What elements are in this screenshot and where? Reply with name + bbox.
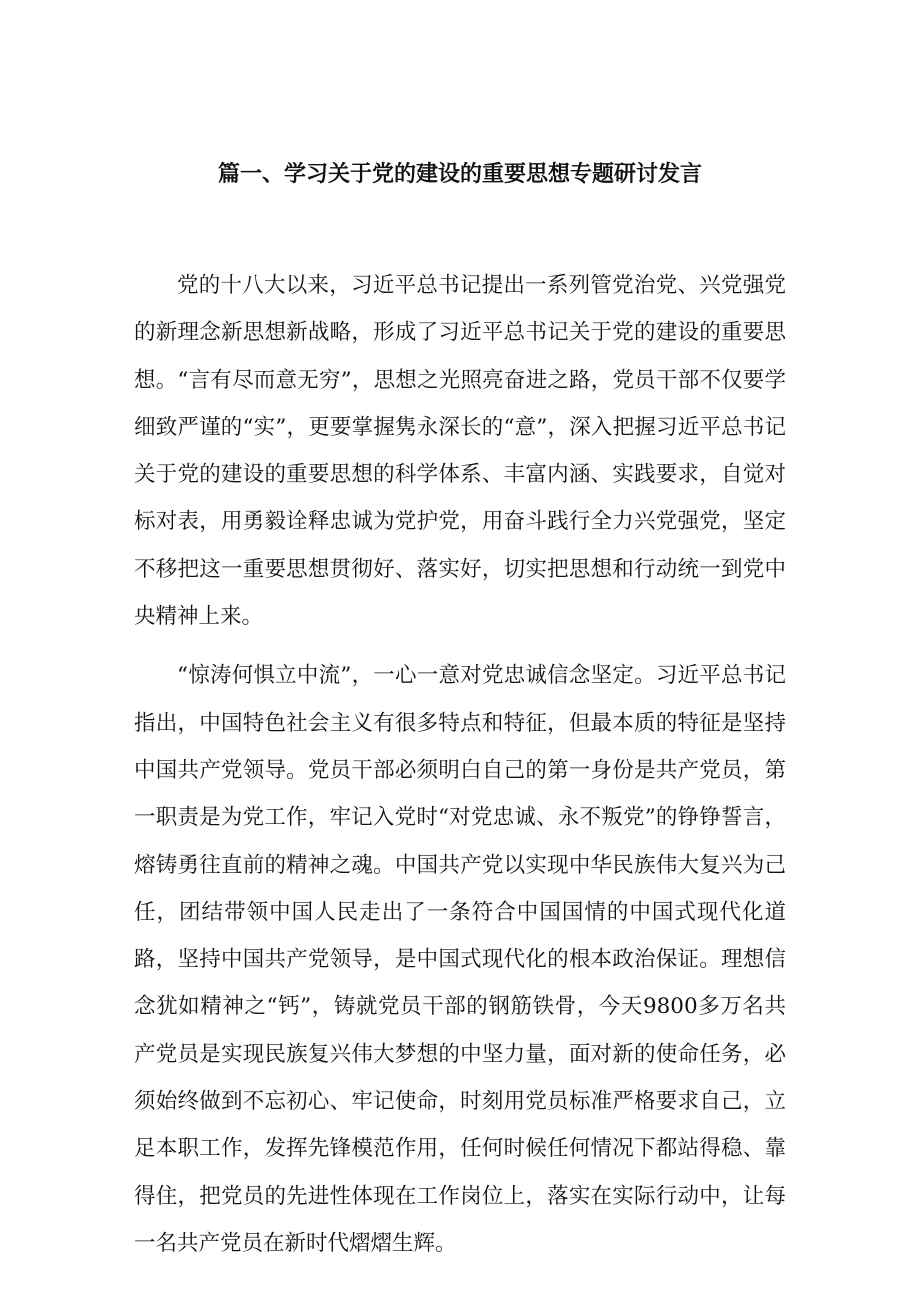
document-body bbox=[134, 262, 786, 1267]
paragraph-2: “惊涛何惧立中流”，一心一意对党忠诚信念坚定。习近平总书记指出，中国特色社会主义有很多特点和特征，但最本质的特征是坚持中国共产党领导。党员干部必须明白自己的第一身份是共产党员，第一职责是为党工作，牢记入党时“对党忠诚、永不叛党”的铮铮誓言，熔铸勇往直前的精神之魂。中国共产党以实现中华民族伟大复兴为己任，团结带领中国人民走出了一条符合中国国情的中国式现代化道路，坚持中国共产党领导，是中国式现代化的根本政治保证。理想信念犹如精神之“钙”，铸就党员干部的钢筋铁骨，今天9800多万名共产党员是实现民族复兴伟大梦想的中坚力量，面对新的使命任务，必须始终做到不忘初心、牢记使命，时刻用党员标准严格要求自己，立足本职工作，发挥先锋模范作用，任何时候任何情况下都站得稳、靠得住，把党员的先进性体现在工作岗位上，落实在实际行动中，让每一名共产党员在新时代熠熠生辉。 bbox=[134, 663, 786, 1256]
paragraph-1: 党的十八大以来，习近平总书记提出一系列管党治党、兴党强党的新理念新思想新战略，形成了习近平总书记关于党的建设的重要思想。“言有尽而意无穷”，思想之光照亮奋进之路，党员干部不仅要学细致严谨的“实”，更要掌握隽永深长的“意”，深入把握习近平总书记关于党的建设的重要思想的科学体系、丰富内涵、实践要求，自觉对标对表，用勇毅诠释忠诚为党护党，用奋斗践行全力兴党强党，坚定不移把这一重要思想贯彻好、落实好，切实把思想和行动统一到党中央精神上来。 bbox=[134, 273, 786, 630]
document-title: 篇一、学习关于党的建设的重要思想专题研讨发言 bbox=[217, 162, 702, 187]
